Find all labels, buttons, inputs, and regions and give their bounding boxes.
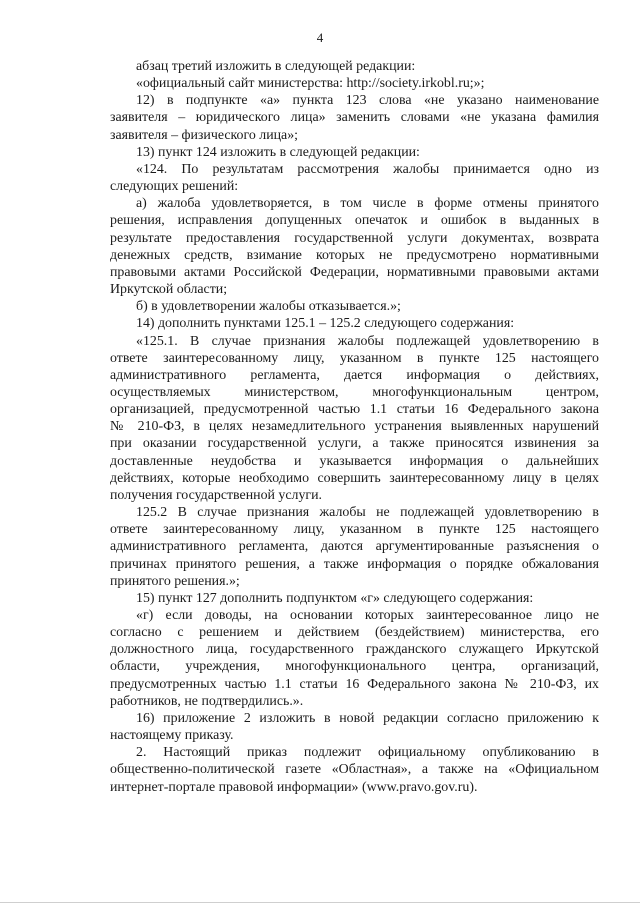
text-line: 16) приложение 2 изложить в новой редакции согласно приложению к: [136, 710, 599, 726]
text-line: № 210-ФЗ, в целях незамедлительного устранения выявленных нарушений: [110, 419, 599, 435]
text-line: решения, исправления допущенных опечаток и ошибок в выданных в: [110, 213, 599, 229]
text-line: настоящему приказу.: [110, 728, 234, 744]
text-line: доставленные неудобства и указывается информация о дальнейших: [110, 453, 599, 469]
text-line: согласно с решением и действием (бездействием) министерства, его: [110, 625, 599, 641]
page-number: 4: [316, 30, 324, 45]
text-line: денежных средств, взимание которых не предусмотрено нормативными: [110, 247, 599, 263]
document-body: [110, 58, 599, 796]
text-line: б) в удовлетворении жалобы отказывается.»;: [136, 299, 401, 315]
text-line: заявителя – юридического лица» заменить словами «не указана фамилия: [110, 110, 599, 126]
text-line: предусмотренных частью 1.1 статьи 16 Федерального закона № 210-ФЗ, их: [110, 676, 599, 692]
text-line: а) жалоба удовлетворяется, в том числе в форме отмены принятого: [136, 196, 599, 212]
text-line: абзац третий изложить в следующей редакции:: [136, 59, 416, 74]
text-line: Иркутской области;: [110, 282, 228, 298]
text-line: 2. Настоящий приказ подлежит официальному опубликованию в: [136, 745, 599, 761]
text-line: должностного лица, государственного гражданского служащего Иркутской: [110, 642, 599, 658]
text-line: области, учреждения, многофункционального центра, организаций,: [110, 659, 599, 675]
text-line: «124. По результатам рассмотрения жалобы принимается одно из: [136, 161, 599, 177]
text-line: «г) если доводы, на основании которых заинтересованное лицо не: [136, 608, 599, 623]
text-line: административного регламента, даются аргументированные разъяснения о: [110, 539, 599, 555]
text-line: работников, не подтвердились.».: [110, 693, 304, 709]
text-line: принятого решения.»;: [110, 573, 240, 589]
text-line: осуществляемых министерством, многофункциональным центром,: [110, 384, 599, 400]
text-line: действиях, которые необходимо совершить заинтересованному лицу в целях: [110, 470, 599, 486]
text-line: 15) пункт 127 дополнить подпунктом «г» следующего содержания:: [136, 590, 534, 606]
text-line: правовыми актами Российской Федерации, нормативными правовыми актами: [110, 264, 599, 280]
text-line: административного регламента, дается информация о действиях,: [110, 367, 599, 383]
text-line: организацией, предусмотренной частью 1.1 статьи 16 Федерального закона: [110, 402, 599, 418]
text-line: ответе заинтересованному лицу, указанном в пункте 125 настоящего: [110, 522, 599, 538]
text-line: общественно-политической газете «Областная», а также на «Официальном: [110, 762, 599, 778]
text-line: 14) дополнить пунктами 125.1 – 125.2 следующего содержания:: [136, 316, 515, 332]
text-line: причинах принятого решения, а также информация о порядке обжалования: [110, 556, 599, 572]
text-line: 12) в подпункте «а» пункта 123 слова «не указано наименование: [136, 93, 599, 109]
text-line: заявителя – физического лица»;: [110, 127, 299, 143]
text-line: 125.2 В случае признания жалобы не подлежащей удовлетворению в: [136, 505, 599, 521]
text-line: «официальный сайт министерства: http://society.irkobl.ru;»;: [136, 76, 485, 92]
scan-edge-line: [0, 902, 640, 903]
text-line: при оказании государственной услуги, а также приносятся извинения за: [110, 436, 599, 452]
text-line: 13) пункт 124 изложить в следующей редакции:: [136, 144, 420, 160]
text-line: «125.1. В случае признания жалобы подлежащей удовлетворению в: [136, 333, 599, 349]
text-line: следующих решений:: [110, 179, 239, 195]
text-line: результате предоставления государственной услуги документах, возврата: [110, 230, 599, 246]
text-line: получения государственной услуги.: [110, 487, 323, 503]
text-line: ответе заинтересованному лицу, указанном в пункте 125 настоящего: [110, 350, 599, 366]
text-line: интернет-портале правовой информации» (www.pravo.gov.ru).: [110, 779, 478, 795]
